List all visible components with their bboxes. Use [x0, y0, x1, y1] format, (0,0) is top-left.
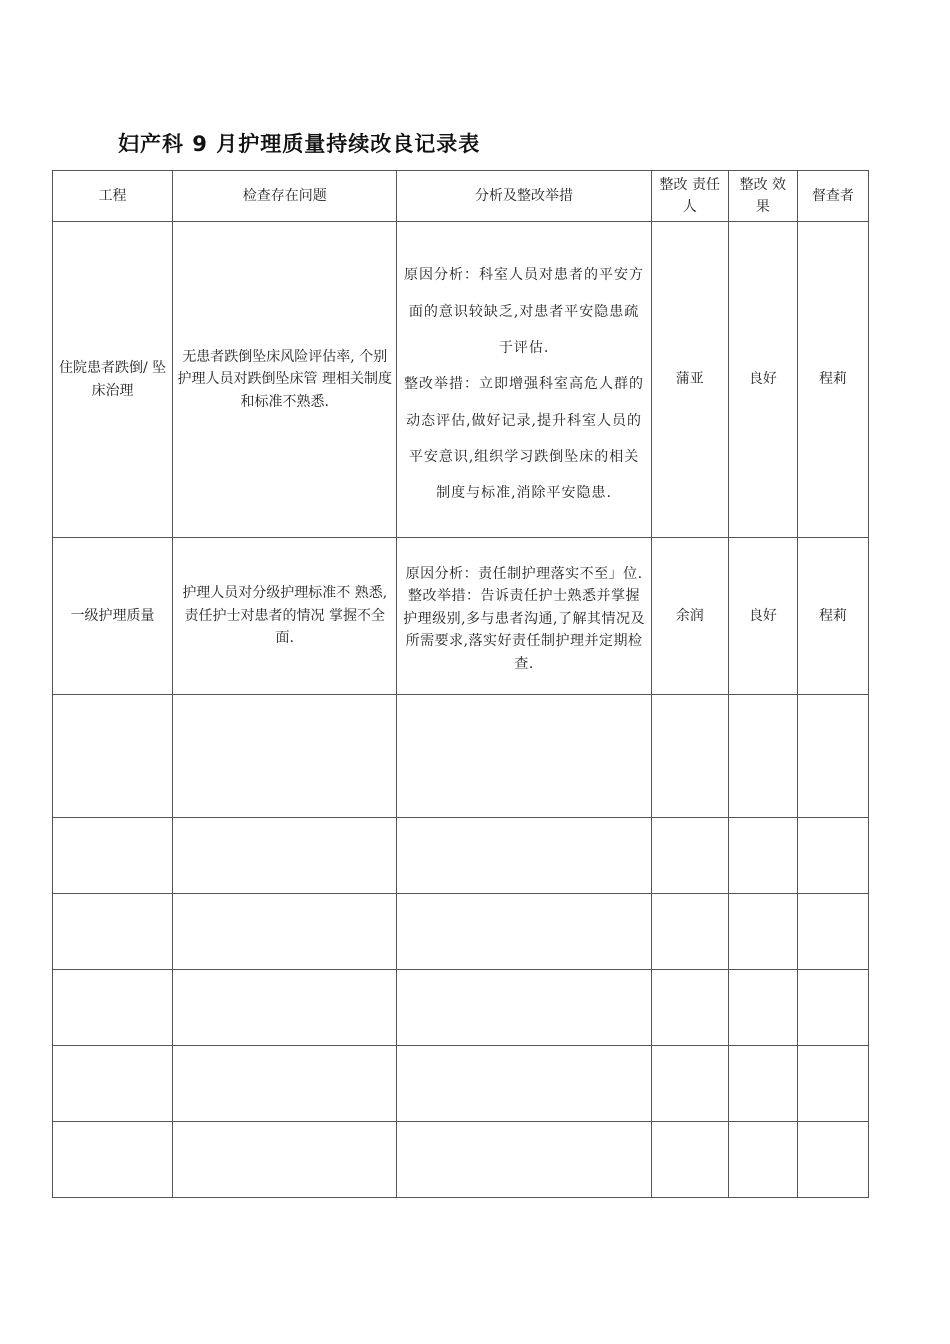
empty-row [53, 1046, 869, 1122]
empty-row [53, 970, 869, 1046]
empty-cell [651, 894, 728, 970]
empty-cell [397, 818, 651, 894]
empty-cell [651, 818, 728, 894]
header-effect: 整改 效果 [728, 171, 797, 222]
empty-cell [173, 695, 397, 818]
row-problem: 护理人员对分级护理标准不 熟悉,责任护士对患者的情况 掌握不全面. [173, 538, 397, 695]
empty-cell [173, 894, 397, 970]
header-measures: 分析及整改举措 [397, 171, 651, 222]
row-measures [397, 222, 651, 538]
empty-cell [797, 1122, 868, 1198]
empty-cell [797, 818, 868, 894]
empty-cell [651, 1046, 728, 1122]
row-item: 一级护理质量 [53, 538, 173, 695]
table-row [53, 538, 869, 695]
row-supervisor: 程莉 [797, 538, 868, 695]
empty-row [53, 894, 869, 970]
empty-cell [651, 970, 728, 1046]
row-responsible: 余润 [651, 538, 728, 695]
empty-cell [728, 970, 797, 1046]
row-analysis: 原因分析：责任制护理落实不至」位. [405, 566, 643, 583]
empty-cell [173, 818, 397, 894]
empty-cell [797, 894, 868, 970]
empty-cell [797, 970, 868, 1046]
empty-cell [728, 1046, 797, 1122]
row-item: 住院患者跌倒/ 坠床治理 [53, 222, 173, 538]
empty-cell [53, 1046, 173, 1122]
empty-cell [728, 818, 797, 894]
empty-cell [397, 970, 651, 1046]
empty-row [53, 818, 869, 894]
empty-cell [397, 1122, 651, 1198]
empty-cell [797, 1046, 868, 1122]
empty-cell [728, 695, 797, 818]
row-effect: 良好 [728, 222, 797, 538]
row-effect: 良好 [728, 538, 797, 695]
row-measures [397, 538, 651, 695]
empty-cell [173, 970, 397, 1046]
row-measure: 整改举措：立即增强科室高危人群的动态评估,做好记录,提升科室人员的平安意识,组织学习跌倒坠床的相关制度与标准,消除平安隐患. [404, 376, 645, 502]
empty-cell [53, 818, 173, 894]
row-supervisor: 程莉 [797, 222, 868, 538]
empty-cell [173, 1046, 397, 1122]
empty-cell [728, 894, 797, 970]
row-responsible: 蒲亚 [651, 222, 728, 538]
table-header-row [53, 171, 869, 222]
empty-cell [397, 1046, 651, 1122]
improvement-record-table [52, 170, 869, 1198]
empty-cell [651, 1122, 728, 1198]
empty-cell [651, 695, 728, 818]
row-problem: 无患者跌倒坠床风险评估率, 个别护理人员对跌倒坠床管 理相关制度和标准不熟悉. [173, 222, 397, 538]
header-problem: 检查存在问题 [173, 171, 397, 222]
empty-cell [173, 1122, 397, 1198]
header-supervisor: 督查者 [797, 171, 868, 222]
empty-cell [53, 970, 173, 1046]
page-title: 妇产科 9 月护理质量持续改良记录表 [118, 132, 481, 156]
empty-row [53, 695, 869, 818]
empty-cell [53, 894, 173, 970]
empty-cell [53, 1122, 173, 1198]
row-analysis: 原因分析：科室人员对患者的平安方面的意识较缺乏,对患者平安隐患疏于评估. [404, 267, 645, 356]
row-measure: 整改举措：告诉责任护士熟悉并掌握护理级别,多与患者沟通,了解其情况及所需要求,落实好责任制护理并定期检查. [403, 588, 645, 672]
empty-row [53, 1122, 869, 1198]
empty-cell [53, 695, 173, 818]
empty-cell [728, 1122, 797, 1198]
table-row [53, 222, 869, 538]
empty-cell [397, 695, 651, 818]
empty-cell [797, 695, 868, 818]
header-responsible: 整改 责任人 [651, 171, 728, 222]
header-item: 工程 [53, 171, 173, 222]
empty-cell [397, 894, 651, 970]
